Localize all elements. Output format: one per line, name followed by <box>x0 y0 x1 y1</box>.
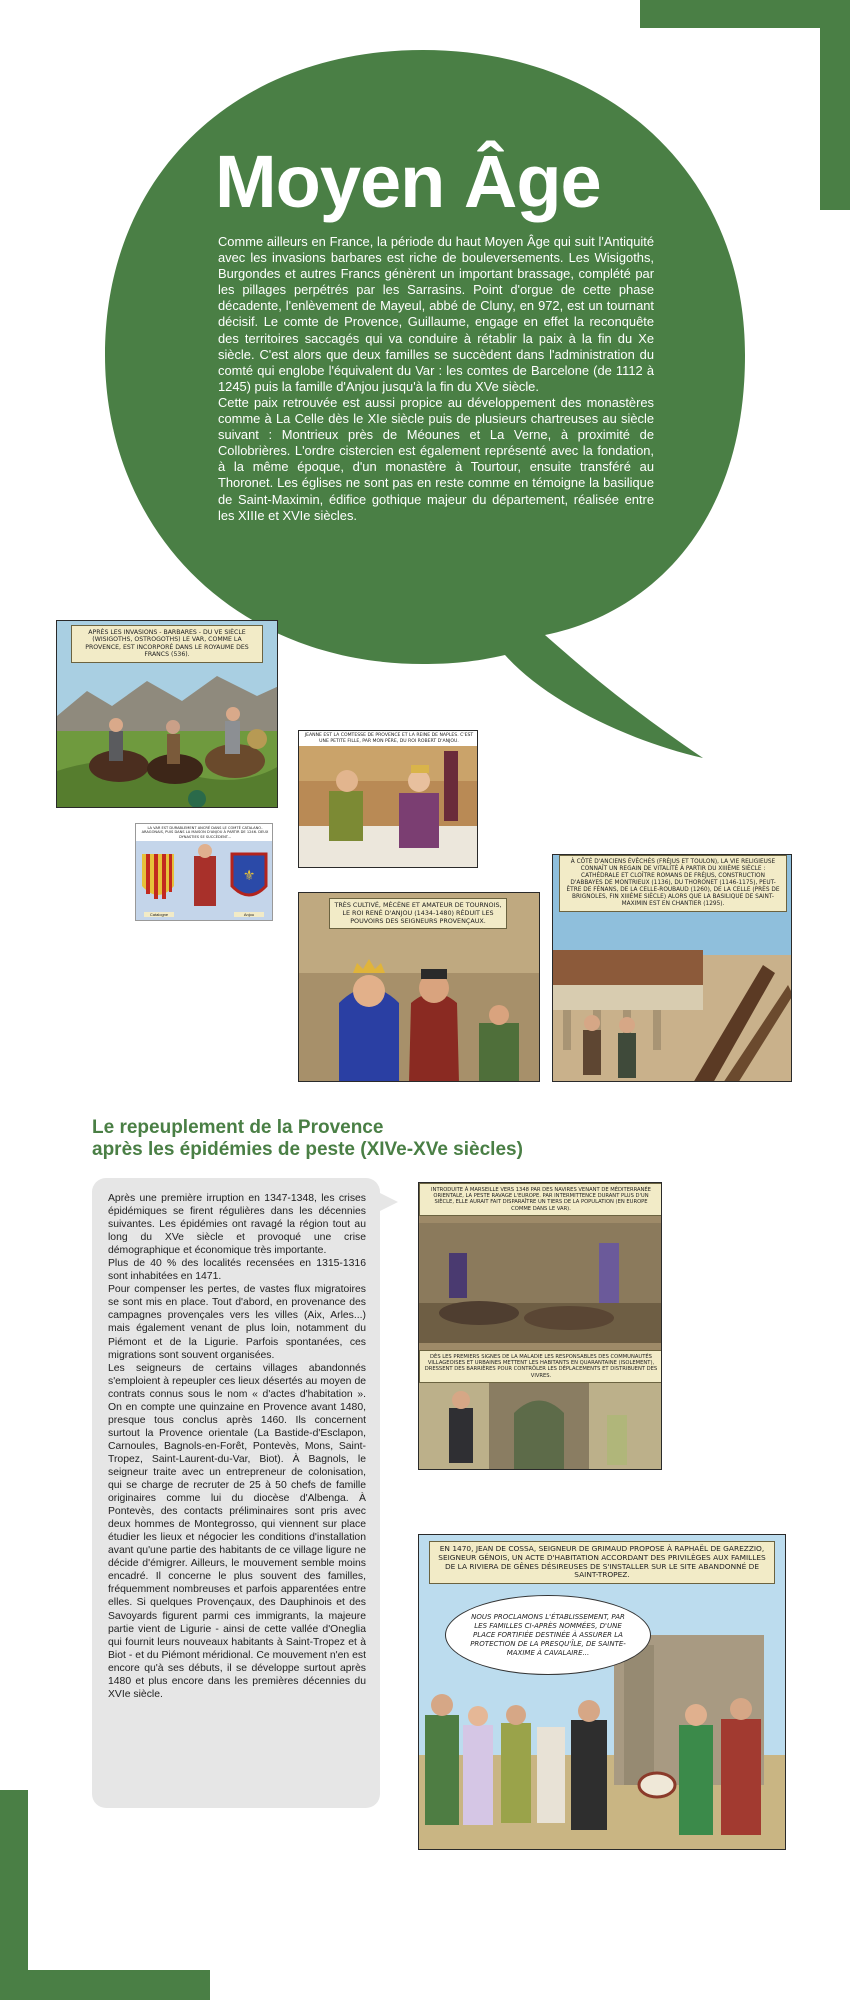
corner-bar-right <box>820 0 850 210</box>
anjou-shield <box>232 854 266 895</box>
comic-panel-jeanne <box>298 730 478 868</box>
label-anjou: Anjou <box>234 912 264 917</box>
hero-text <box>218 234 654 524</box>
comic-panel-abbayes <box>552 854 792 1082</box>
corner-bar-left <box>0 1790 28 2000</box>
hero-paragraph: Cette paix retrouvée est aussi propice au développement des monastères comme à La Celle dès le XIe siècle puis de plusieurs chartreuses au siècle suivant : Montrieux près de Méounes et La Verne, à proximité de Collobrières. L'ordre cistercien est également représenté avec la fondation, à la même époque, d'un monastère à Tourtour, ensuite transféré au Thoronet. Les églises ne sont pas en reste comme en témoigne la basilique de Saint-Maximin, édifice gothique majeur du département, réalisée entre les XIIIe et XVIe siècles. <box>218 394 654 523</box>
hero-paragraph: Comme ailleurs en France, la période du haut Moyen Âge qui suit l'Antiquité avec les invasions barbares est riche de bouleversements. Les Wisigoths, Burgondes et autres Francs génèrent un important brassage, complété par les pillages perpétrés par les Sarrasins. Point d'orgue de cette phase décadente, l'enlèvement de Mayeul, abbé de Cluny, en 972, est un tournant décisif. Le comte de Provence, Guillaume, engage en effet la reconquête des territoires saccagés qui va conduire à rétablir la paix à la fin du Xe siècle. C'est alors que deux familles se succèdent dans l'administration du comté qui englobe l'équivalent du Var : les comtes de Barcelone (de 1112 à 1245) puis la famille d'Anjou jusqu'à la fin du XVe siècle. <box>218 234 654 394</box>
panel-caption: JEANNE EST LA COMTESSE DE PROVENCE ET LA REINE DE NAPLES. C'EST UNE PETITE FILLE, PAR MON PÈRE, DU ROI ROBERT D'ANJOU. <box>299 731 478 746</box>
svg-text:⚜: ⚜ <box>242 868 256 884</box>
jeanne-illustration <box>299 731 478 868</box>
section-paragraph: Après une première irruption en 1347-1348, les crises épidémiques se firent régulières dans les décennies suivantes. Les épidémies ont ravagé la région tout au long du XVe siècle et provoqué une crise démographique et économique très importante. <box>108 1193 366 1257</box>
section-title-line2: après les épidémies de peste (XIVe-XVe siècles) <box>92 1139 523 1160</box>
comic-panel-rene <box>298 892 540 1082</box>
comic-panel-arms <box>135 823 273 921</box>
hero-title: Moyen Âge <box>215 140 601 223</box>
section-paragraph: Les seigneurs de certains villages abandonnés s'emploient à repeupler ces lieux désertés au moyen de contrats connus sous le nom « d'actes d'habitation ». On en compte une quinzaine en Provence avant 1480, presque tous conclus après 1460. Ils concernent surtout la Provence orientale (La Bastide-d'Esclapon, Carnoules, Bagnols-en-Forêt, Pontevès, Mons, Saint-Tropez, Saint-Laurent-du-Var, Biot). À Bagnols, le seigneur traite avec un entrepreneur de colonisation, qui se charge de recruter de 25 à 50 chefs de famille originaires comme lui du diocèse d'Albenga. À Pontevès, des contacts préliminaires sont pris avec deux hommes de Montegrosso, qui viennent sur place étudier les lieux et négocier les conditions d'installation avant qu'une partie des habitants de ce village ligure ne décide d'émigrer. Ailleurs, le mouvement semble moins encadré. Il concerne le plus souvent des familles, fréquemment nombreuses et parfois apparentées entre elles. Si quelques Provençaux, des Dauphinois et des Savoyards figurent parmi ces immigrants, la majeure partie vient de Ligurie - ainsi de cette vallée d'Oneglia qui fournit leurs nouveaux habitants à Saint-Tropez et à Biot - et du Piémont méridional. Ce mouvement n'en est encore qu'à ses débuts, il se développe surtout après 1480 et plus encore dans les premières décennies du XVIe siècle. <box>108 1362 366 1700</box>
comic-panel-invasions <box>56 620 278 808</box>
corner-bar-bottom-left <box>0 1970 210 2000</box>
section-title <box>92 1117 612 1161</box>
section-paragraph: Plus de 40 % des localités recensées en 1315-1316 sont inhabitées en 1471. <box>108 1258 366 1283</box>
panel-caption: TRÈS CULTIVÉ, MÉCÈNE ET AMATEUR DE TOURNOIS, LE ROI RENÉ D'ANJOU (1434-1480) RÉDUIT LES POUVOIRS DES SEIGNEURS PROVENÇAUX. <box>329 898 507 929</box>
section-paragraph: Pour compenser les pertes, de vastes flux migratoires se sont mis en place. Tout d'abord, en provenance des campagnes provençales vers les villes (Aix, Arles...) mais également venant de plus loin, notamment du Piémont et de la Ligurie. Parfois spontanées, ces migrations sont souvent organisées. <box>108 1284 366 1361</box>
text-box-pointer <box>378 1192 398 1212</box>
panel-caption: EN 1470, JEAN DE COSSA, SEIGNEUR DE GRIMAUD PROPOSE À RAPHAËL DE GAREZZIO, SEIGNEUR GÉNOIS, UN ACTE D'HABITATION ACCORDANT DES PRIVILÈGES AUX FAMILLES DE LA RIVIERA DE GÊNES DÉSIREUSES DE S'INSTALLER SUR LE SITE ABANDONNÉ DE SAINT-TROPEZ. <box>429 1541 775 1584</box>
panel-caption: APRÈS LES INVASIONS - BARBARES - DU VE SIÈCLE (WISIGOTHS, OSTROGOTHS) LE VAR, COMME LA PROVENCE, EST INCORPORÉ DANS LE ROYAUME DES FRANCS (536). <box>71 625 263 663</box>
label-catalogne: Catalogne <box>144 912 174 917</box>
panel-caption: INTRODUITE À MARSEILLE VERS 1348 PAR DES NAVIRES VENANT DE MÉDITERRANÉE ORIENTALE, LA PESTE RAVAGE L'EUROPE. PAR INTERMITTENCE DURANT PLUS D'UN SIÈCLE, ELLE AURAIT FAIT DISPARAÎTRE UN TIERS DE LA POPULATION (EN EUROPE COMME DANS LE VAR). <box>419 1183 662 1216</box>
comic-panel-peste <box>418 1182 662 1470</box>
peste-illustration <box>419 1183 662 1470</box>
panel-caption: DÈS LES PREMIERS SIGNES DE LA MALADIE LES RESPONSABLES DES COMMUNAUTÉS VILLAGEOISES ET URBAINES METTENT LES HABITANTS EN QUARANTAINE (ISOLEMENT), DRESSENT DES BARRIÈRES POUR CONTRÔLER LES DÉPLACEMENTS ET DISTRIBUENT DES VIVRES. <box>419 1350 662 1383</box>
corner-bar-top-right <box>640 0 850 28</box>
section-text <box>108 1192 366 1701</box>
panel-caption: À CÔTÉ D'ANCIENS ÉVÊCHÉS (FRÉJUS ET TOULON), LA VIE RELIGIEUSE CONNAÎT UN REGAIN DE VITALITÉ À PARTIR DU XIIIÈME SIÈCLE : CATHÉDRALE ET CLOÎTRE ROMANS DE FRÉJUS, CONSTRUCTION D'ABBAYES DE MONTRIEUX (1136), DU THORONET (1146-1175), PEUT-ÊTRE DE FÉNANS, DE LA CELLE-ROUBAUD (1260), DE LA CELLE (PRÈS DE BRIGNOLES, FIN XIIIÈME SIÈCLE) ALORS QUE LA BASILIQUE DE SAINT-MAXIMIN EST EN CHANTIER (1295). <box>559 855 787 912</box>
speech-bubble: NOUS PROCLAMONS L'ÉTABLISSEMENT, PAR LES FAMILLES CI-APRÈS NOMMÉES, D'UNE PLACE FORTIFIÉE DESTINÉE À ASSURER LA PROTECTION DE LA PRESQU'ÎLE, DE SAINTE-MAXIME À CAVALAIRE... <box>445 1595 651 1675</box>
comic-panel-saint-tropez <box>418 1534 786 1850</box>
panel-caption: LA VAR EST DURABLEMENT ANCRÉ DANS LE COMTÉ CATALANO-ARAGONAIS, PUIS DANS LA MAISON D'ANJOU À PARTIR DE 1246. DEUX DYNASTIES SE SUCCÈDENT... <box>136 824 273 841</box>
section-title-line1: Le repeuplement de la Provence <box>92 1117 384 1138</box>
